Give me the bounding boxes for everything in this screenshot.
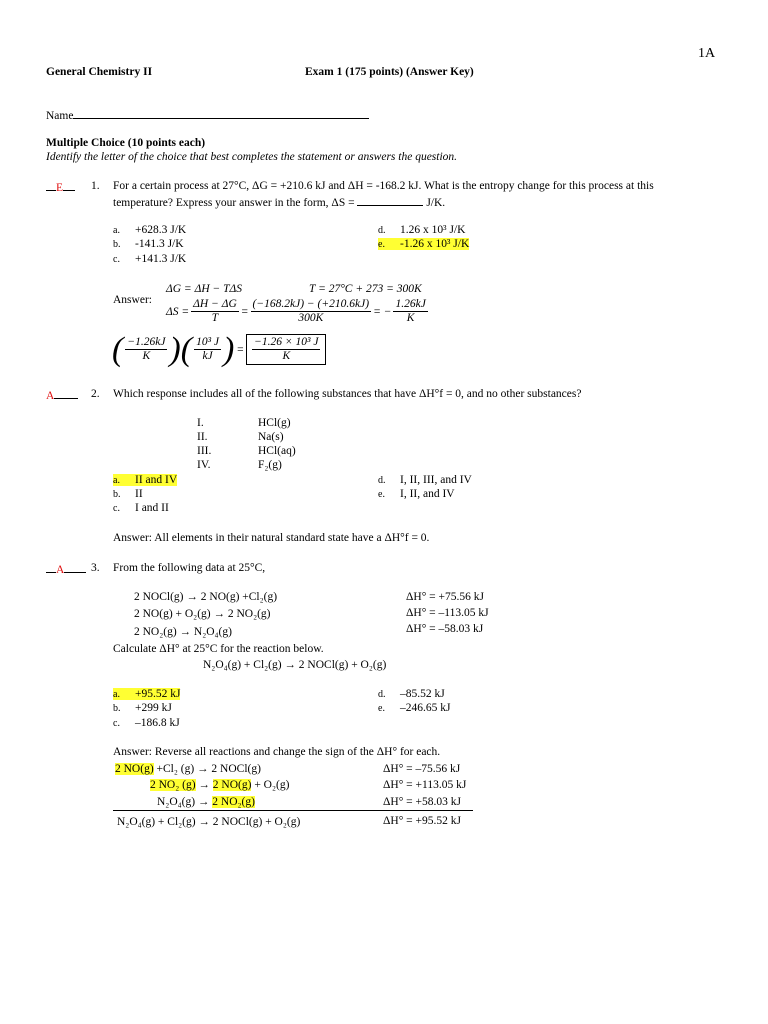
q2-number: 2. — [91, 388, 100, 400]
course-title: General Chemistry II — [46, 66, 153, 78]
q1-key-letter: E — [56, 182, 64, 194]
q3-reversed-reaction-3: N₂O₄(g) → 2 NO₂(g) — [157, 796, 255, 808]
q1-unit-conversion: ( $\frac{-1.26kJ}{K}$ ) ( $\frac{\text{10³ J}}{kJ}$ ) = $\frac{\text{−1.26 × 10³ J}}{K}$ — [112, 334, 326, 365]
q3-reversed-reaction-1-enthalpy: ΔH° = –75.56 kJ — [383, 763, 461, 775]
q1-text-line1: For a certain process at 27°C, ΔG = +210.6 kJ and ΔH = -168.2 kJ. What is the entropy change for this process at this — [113, 180, 654, 192]
q3-reversed-reaction-1: 2 NO(g) +Cl₂ (g) → 2 NOCl(g) — [115, 763, 261, 775]
section-instructions: Identify the letter of the choice that best completes the statement or answers the question. — [46, 151, 458, 163]
q1-choice-a[interactable]: a. +628.3 J/K — [113, 224, 187, 236]
q3-reaction-3-enthalpy: ΔH° = –58.03 kJ — [406, 623, 484, 635]
q2-item-3: III. HCl(aq) — [197, 445, 296, 457]
q3-reversed-reaction-2: 2 NO₂ (g) → 2 NO(g) + O₂(g) — [150, 779, 290, 791]
q2-choice-d[interactable]: d. I, II, III, and IV — [378, 474, 472, 486]
q1-text-line2: temperature? Express your answer in the form, ΔS = J/K. — [113, 197, 446, 209]
q3-text: From the following data at 25°C, — [113, 562, 266, 574]
q1-choice-b[interactable]: b. -141.3 J/K — [113, 238, 184, 250]
q1-entropy-calculation: ΔS = $\frac{\Delta H - \Delta G}{T}$ = $\frac{(-168.2kJ) - (+210.6kJ)}{300K}$ = − $\frac{1.26kJ}{K}$ — [166, 298, 426, 324]
exam-title: Exam 1 (175 points) (Answer Key) — [305, 66, 474, 78]
q3-answer-key — [46, 562, 86, 576]
q3-reaction-2: 2 NO(g) + O₂(g) → 2 NO₂(g) — [134, 608, 271, 620]
q1-final-answer-box: $\frac{\text{−1.26 × 10³ J}}{K}$ — [246, 334, 326, 365]
q1-choice-d[interactable]: d. 1.26 x 10³ J/K — [378, 224, 466, 236]
q1-answer-label: Answer: — [113, 294, 152, 306]
page-number: 1A — [698, 46, 716, 61]
q3-choice-c[interactable]: c. –186.8 kJ — [113, 717, 180, 729]
q3-choice-d[interactable]: d. –85.52 kJ — [378, 688, 445, 700]
q3-reaction-1: 2 NOCl(g) → 2 NO(g) +Cl₂(g) — [134, 591, 278, 603]
q3-sum-divider — [113, 810, 473, 811]
q1-choice-e-correct[interactable]: e. -1.26 x 10³ J/K — [378, 238, 470, 250]
q3-net-reaction: N₂O₄(g) + Cl₂(g) → 2 NOCl(g) + O₂(g) — [117, 816, 301, 828]
q1-answer-key — [46, 180, 75, 194]
q1-number: 1. — [91, 180, 100, 192]
q2-text: Which response includes all of the following substances that have ΔH°f = 0, and no other substances? — [113, 388, 582, 400]
q3-target-reaction: N₂O₄(g) + Cl₂(g) → 2 NOCl(g) + O₂(g) — [203, 659, 387, 671]
q2-item-1: I. HCl(g) — [197, 417, 291, 429]
q2-item-4: IV. F₂(g) — [197, 459, 282, 471]
q3-number: 3. — [91, 562, 100, 574]
q1-eq-gibbs: ΔG = ΔH − TΔS — [166, 283, 243, 295]
q3-key-letter: A — [56, 564, 65, 576]
q3-net-reaction-enthalpy: ΔH° = +95.52 kJ — [383, 815, 461, 827]
q3-reversed-reaction-3-enthalpy: ΔH° = +58.03 kJ — [383, 796, 461, 808]
q3-reversed-reaction-2-enthalpy: ΔH° = +113.05 kJ — [383, 779, 467, 791]
name-blank[interactable] — [73, 108, 369, 119]
q3-answer-explanation: Answer: Reverse all reactions and change the sign of the ΔH° for each. — [113, 746, 441, 758]
q2-answer-explanation: Answer: All elements in their natural standard state have a ΔH°f = 0. — [113, 532, 430, 544]
q3-calc-prompt: Calculate ΔH° at 25°C for the reaction below. — [113, 643, 324, 655]
q2-key-letter: A — [46, 390, 55, 402]
q3-choice-b[interactable]: b. +299 kJ — [113, 702, 172, 714]
q1-choice-c[interactable]: c. +141.3 J/K — [113, 253, 187, 265]
q2-choice-e[interactable]: e. I, II, and IV — [378, 488, 455, 500]
q3-choice-a-correct[interactable]: a. +95.52 kJ — [113, 688, 181, 700]
q2-choice-c[interactable]: c. I and II — [113, 502, 169, 514]
name-field[interactable] — [46, 108, 369, 122]
q1-eq-temperature: T = 27°C + 273 = 300K — [309, 283, 422, 295]
q3-choice-e[interactable]: e. –246.65 kJ — [378, 702, 451, 714]
q2-answer-key — [46, 388, 78, 402]
q2-choice-a-correct[interactable]: a. II and IV — [113, 474, 178, 486]
q3-reaction-2-enthalpy: ΔH° = –113.05 kJ — [406, 607, 489, 619]
name-label: Name — [46, 110, 74, 122]
q3-reaction-1-enthalpy: ΔH° = +75.56 kJ — [406, 591, 484, 603]
q2-choice-b[interactable]: b. II — [113, 488, 143, 500]
q3-reaction-3: 2 NO₂(g) → N₂O₄(g) — [134, 626, 232, 638]
q2-item-2: II. Na(s) — [197, 431, 284, 443]
section-title: Multiple Choice (10 points each) — [46, 137, 206, 149]
